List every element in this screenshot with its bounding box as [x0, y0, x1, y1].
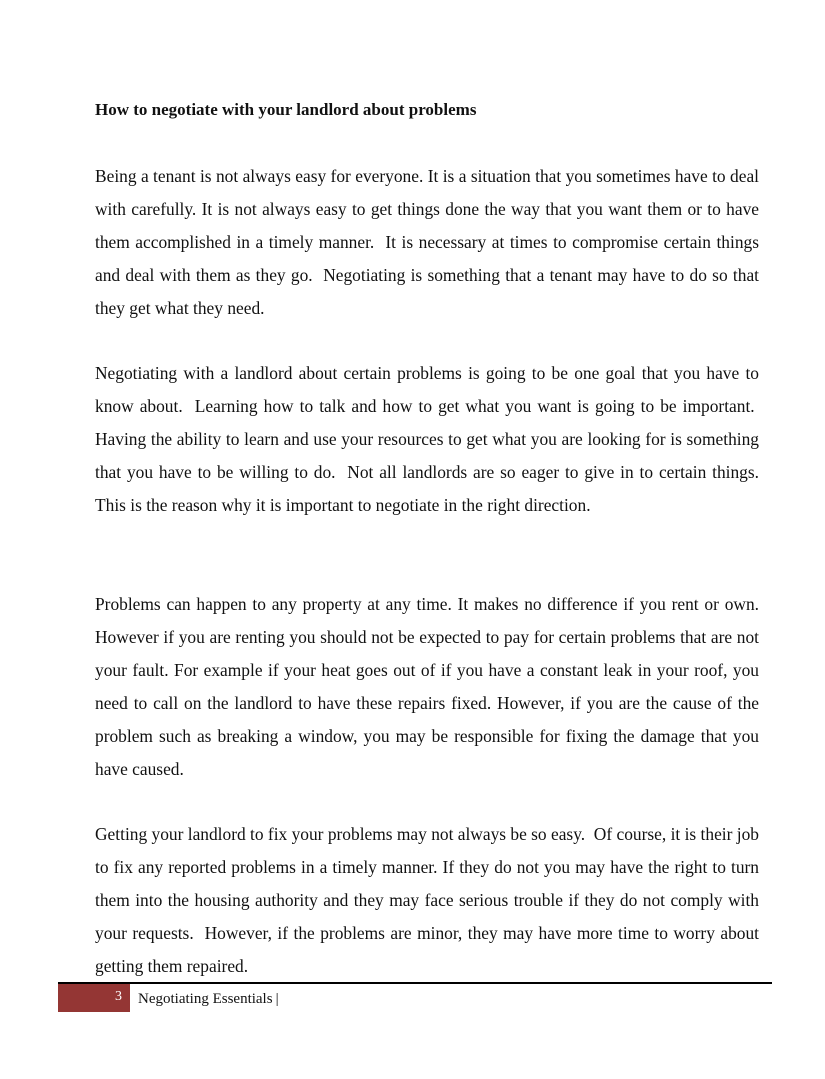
page-number: 3 [115, 989, 122, 1004]
footer-title-text: Negotiating Essentials [138, 991, 273, 1007]
body-paragraph: Negotiating with a landlord about certain problems is going to be one goal that you have to know about. Learning how to talk and how to get what you want is going to be important. Having the ability to learn and use your resources to get what you are looking for is something that you have to be willing to do. Not all landlords are so eager to give in to certain things. This is the reason why it is important to negotiate in the right direction. [95, 363, 759, 515]
body-paragraph: Problems can happen to any property at any time. It makes no difference if you rent or own. However if you are renting you should not be expected to pay for certain problems that are not your fault. For example if your heat goes out of if you have a constant leak in your roof, you need to call on the landlord to have these repairs fixed. However, if you are the cause of the problem such as breaking a window, you may be responsible for fixing the damage that you have caused. [95, 594, 759, 779]
section-heading: How to negotiate with your landlord about problems [95, 100, 477, 119]
footer-separator: | [275, 991, 279, 1007]
body-paragraph: Being a tenant is not always easy for everyone. It is a situation that you sometimes have to deal with carefully. It is not always easy to get things done the way that you want them or to have them accomplished in a timely manner. It is necessary at times to compromise certain things and deal with them as they go. Negotiating is something that a tenant may have to do so that they get what they need. [95, 166, 759, 318]
body-paragraph: Getting your landlord to fix your problems may not always be so easy. Of course, it is their job to fix any reported problems in a timely manner. If they do not you may have the right to turn them into the housing authority and they may face serious trouble if they do not comply with your requests. However, if the problems are minor, they may have more time to worry about getting them repaired. [95, 824, 759, 976]
page-number-box [58, 984, 130, 1012]
footer-divider [58, 982, 772, 984]
footer-document-title [138, 990, 279, 1008]
